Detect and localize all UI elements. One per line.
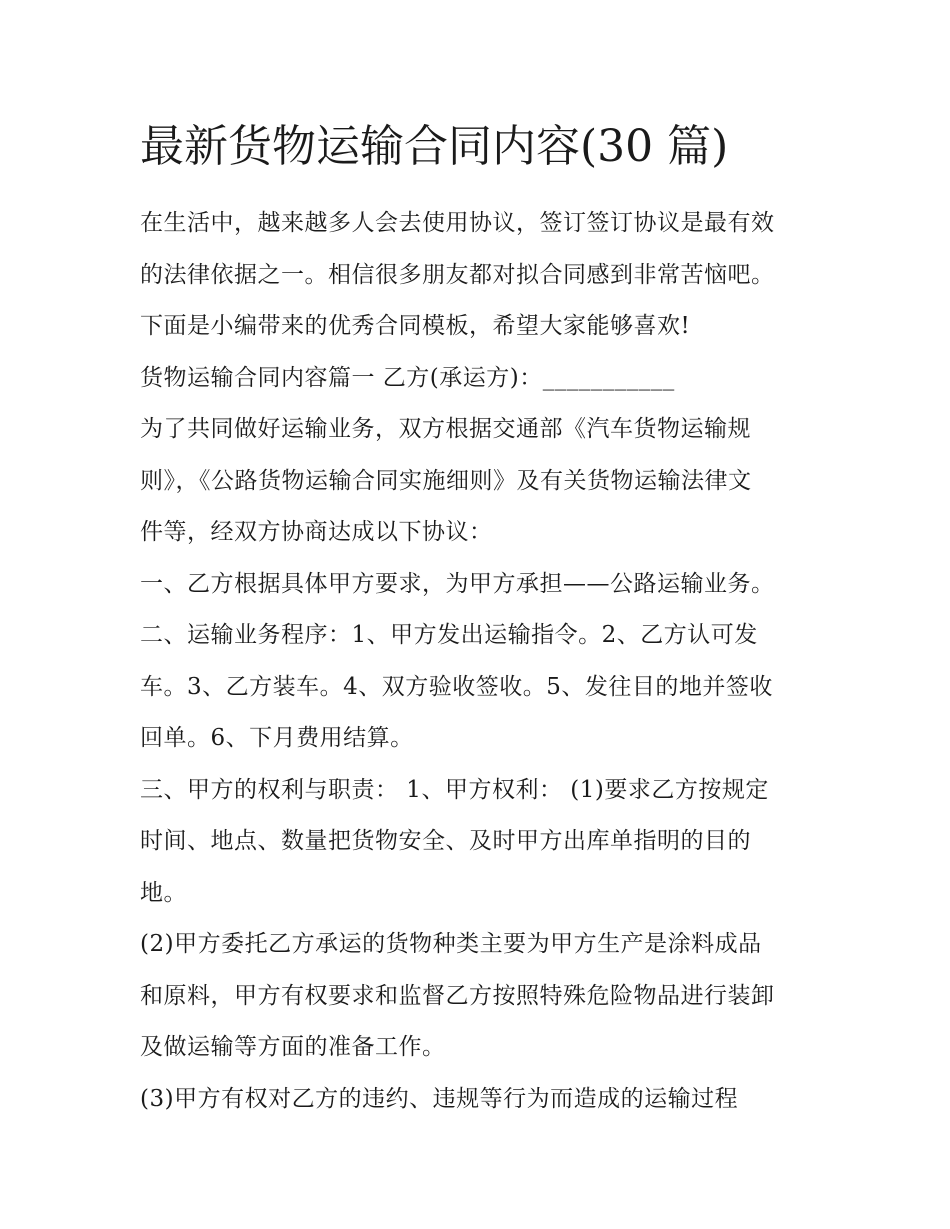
text-line: 件等，经双方协商达成以下协议： bbox=[140, 519, 493, 545]
text-line: 在生活中，越来越多人会去使用协议，签订签订协议是最有效 bbox=[140, 210, 775, 236]
text-line: 地。 bbox=[140, 879, 187, 906]
text-line: 为了共同做好运输业务，双方根据交通部《汽车货物运输规 bbox=[140, 416, 751, 442]
document-title: 最新货物运输合同内容(30 篇) bbox=[140, 121, 729, 172]
text-line: 下面是小编带来的优秀合同模板，希望大家能够喜欢! bbox=[140, 313, 691, 339]
text-line: 回单。6、下月费用结算。 bbox=[140, 725, 414, 751]
text-line: 车。3、乙方装车。4、双方验收签收。5、发往目的地并签收 bbox=[140, 673, 773, 700]
text-line: 和原料，甲方有权要求和监督乙方按照特殊危险物品进行装卸 bbox=[140, 982, 775, 1009]
text-line: 货物运输合同内容篇一 乙方(承运方)：___________ bbox=[140, 364, 675, 391]
text-line: 的法律依据之一。相信很多朋友都对拟合同感到非常苦恼吧。 bbox=[140, 261, 775, 288]
document-body bbox=[140, 198, 820, 1125]
text-line: (3)甲方有权对乙方的违约、违规等行为而造成的运输过程 bbox=[140, 1085, 739, 1112]
text-line: 则》，《公路货物运输合同实施细则》及有关货物运输法律文 bbox=[140, 467, 752, 494]
text-line: 一、乙方根据具体甲方要求，为甲方承担——公路运输业务。 bbox=[140, 570, 775, 597]
text-line: 二、运输业务程序：1、甲方发出运输指令。2、乙方认可发 bbox=[140, 622, 758, 648]
text-line: 及做运输等方面的准备工作。 bbox=[140, 1034, 446, 1060]
text-line: 时间、地点、数量把货物安全、及时甲方出库单指明的目的 bbox=[140, 828, 751, 854]
text-line: 三、甲方的权利与职责： 1、甲方权利： (1)要求乙方按规定 bbox=[140, 776, 769, 803]
text-line: (2)甲方委托乙方承运的货物种类主要为甲方生产是涂料成品 bbox=[140, 931, 762, 957]
